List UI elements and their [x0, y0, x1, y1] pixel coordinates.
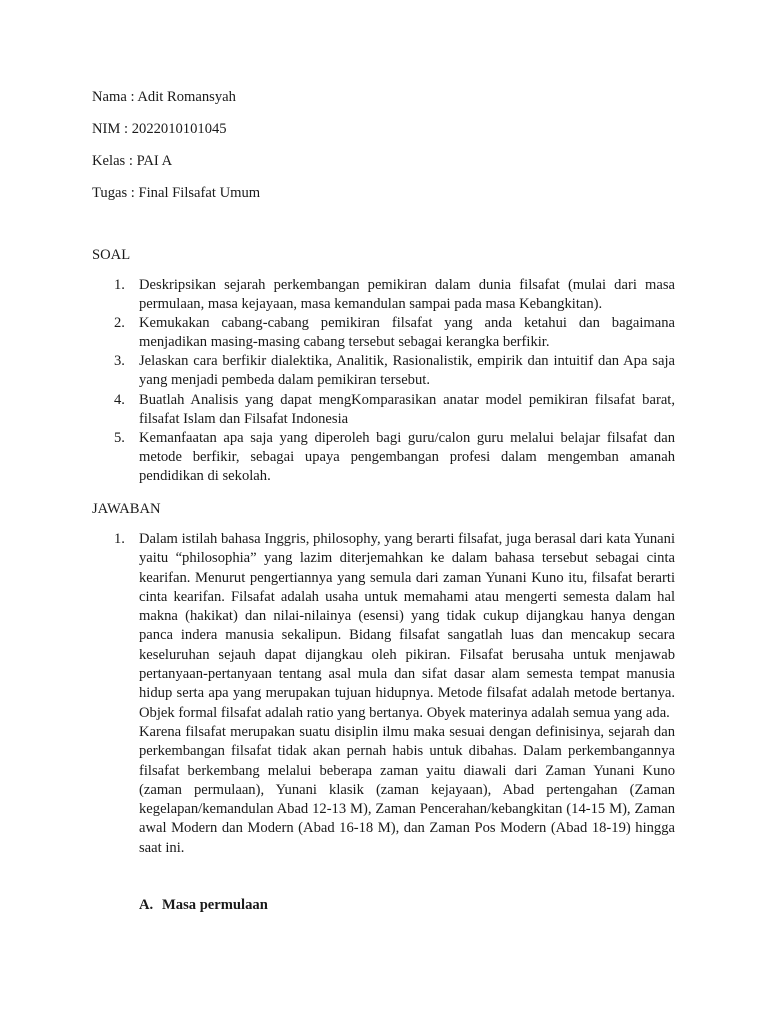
soal-heading: SOAL [92, 247, 131, 263]
subheading-text: Masa permulaan [162, 897, 268, 913]
soal-item-text: Kemanfaatan apa saja yang diperoleh bagi guru/calon guru melalui belajar filsafat dan metode berfikir, sebagai upaya pengembangan profesi dalam mengemban amanah pendidikan di sekolah. [139, 429, 675, 484]
soal-item-number: 4. [114, 391, 125, 408]
jawaban-paragraph: Dalam istilah bahasa Inggris, philosophy, yang berarti filsafat, juga berasal dari kata Yunani yaitu “philosophia” yang lazim diterjemahkan ke dalam bahasa tersebut sebagai cinta kearifan. Menurut pengertiannya yang semula dari zaman Yunani Kuno itu, filsafat berarti cinta kearifan. Filsafat adalah usaha untuk memahami atau mengerti semesta dalam hal makna (hakikat) dan nilai-nilainya (esensi) yang tidak cukup dijangkau hanya dengan panca indera manusia sekalipun. Bidang filsafat sangatlah luas dan mencakup secara keseluruhan sejauh dapat dijangkau oleh pikiran. Filsafat berusaha untuk menjawab pertanyaan-pertanyaan tentang asal mula dan sifat dasar alam semesta tempat manusia hidup serta apa yang merupakan tujuan hidupnya. Metode filsafat adalah metode bertanya. Objek formal filsafat adalah ratio yang bertanya. Obyek materinya adalah semua yang ada. [139, 531, 675, 721]
section-subheading [139, 897, 268, 914]
student-nim: NIM : 2022010101045 [92, 121, 227, 137]
soal-item [92, 276, 675, 314]
jawaban-heading: JAWABAN [92, 501, 161, 517]
soal-item-number: 5. [114, 429, 125, 446]
assignment-title: Tugas : Final Filsafat Umum [92, 185, 261, 201]
soal-list [92, 276, 675, 486]
soal-item-number: 2. [114, 315, 125, 332]
soal-item-text: Buatlah Analisis yang dapat mengKomparasikan anatar model pemikiran filsafat barat, filsafat Islam dan Filsafat Indonesia [139, 391, 675, 427]
jawaban-item [92, 530, 675, 858]
soal-item [92, 429, 675, 486]
jawaban-item-number: 1. [114, 531, 125, 547]
soal-item-text: Deskripsikan sejarah perkembangan pemikiran dalam dunia filsafat (mulai dari masa permulaan, masa kejayaan, masa kemandulan sampai pada masa Kebangkitan). [139, 277, 675, 313]
student-class: Kelas : PAI A [92, 153, 173, 169]
soal-item-text: Kemukakan cabang-cabang pemikiran filsafat yang anda ketahui dan bagaimana menjadikan masing-masing cabang tersebut sebagai kerangka berfikir. [139, 315, 675, 351]
soal-item [92, 352, 675, 390]
soal-item-text: Jelaskan cara berfikir dialektika, Analitik, Rasionalistik, empirik dan intuitif dan Apa saja yang menjadi pembeda dalam pemikiran tersebut. [139, 353, 675, 389]
soal-item [92, 391, 675, 429]
soal-item-number: 1. [114, 277, 125, 293]
soal-item-number: 3. [114, 353, 125, 370]
student-name: Nama : Adit Romansyah [92, 89, 236, 105]
soal-item [92, 314, 675, 352]
subheading-label: A. [139, 897, 154, 913]
jawaban-list [92, 530, 675, 858]
jawaban-paragraph: Karena filsafat merupakan suatu disiplin ilmu maka sesuai dengan definisinya, sejarah dan perkembangan filsafat tidak akan pernah habis untuk dibahas. Dalam perkembangannya filsafat berkembang melalui beberapa zaman yaitu diawali dari Zaman Yunani Kuno (zaman permulaan), Yunani klasik (zaman kejayaan), Abad pertengahan (Zaman kegelapan/kemandulan Abad 12-13 M), Zaman Pencerahan/kebangkitan (14-15 M), Zaman awal Modern dan Modern (Abad 16-18 M), dan Zaman Pos Modern (Abad 18-19) hingga saat ini. [139, 723, 675, 856]
